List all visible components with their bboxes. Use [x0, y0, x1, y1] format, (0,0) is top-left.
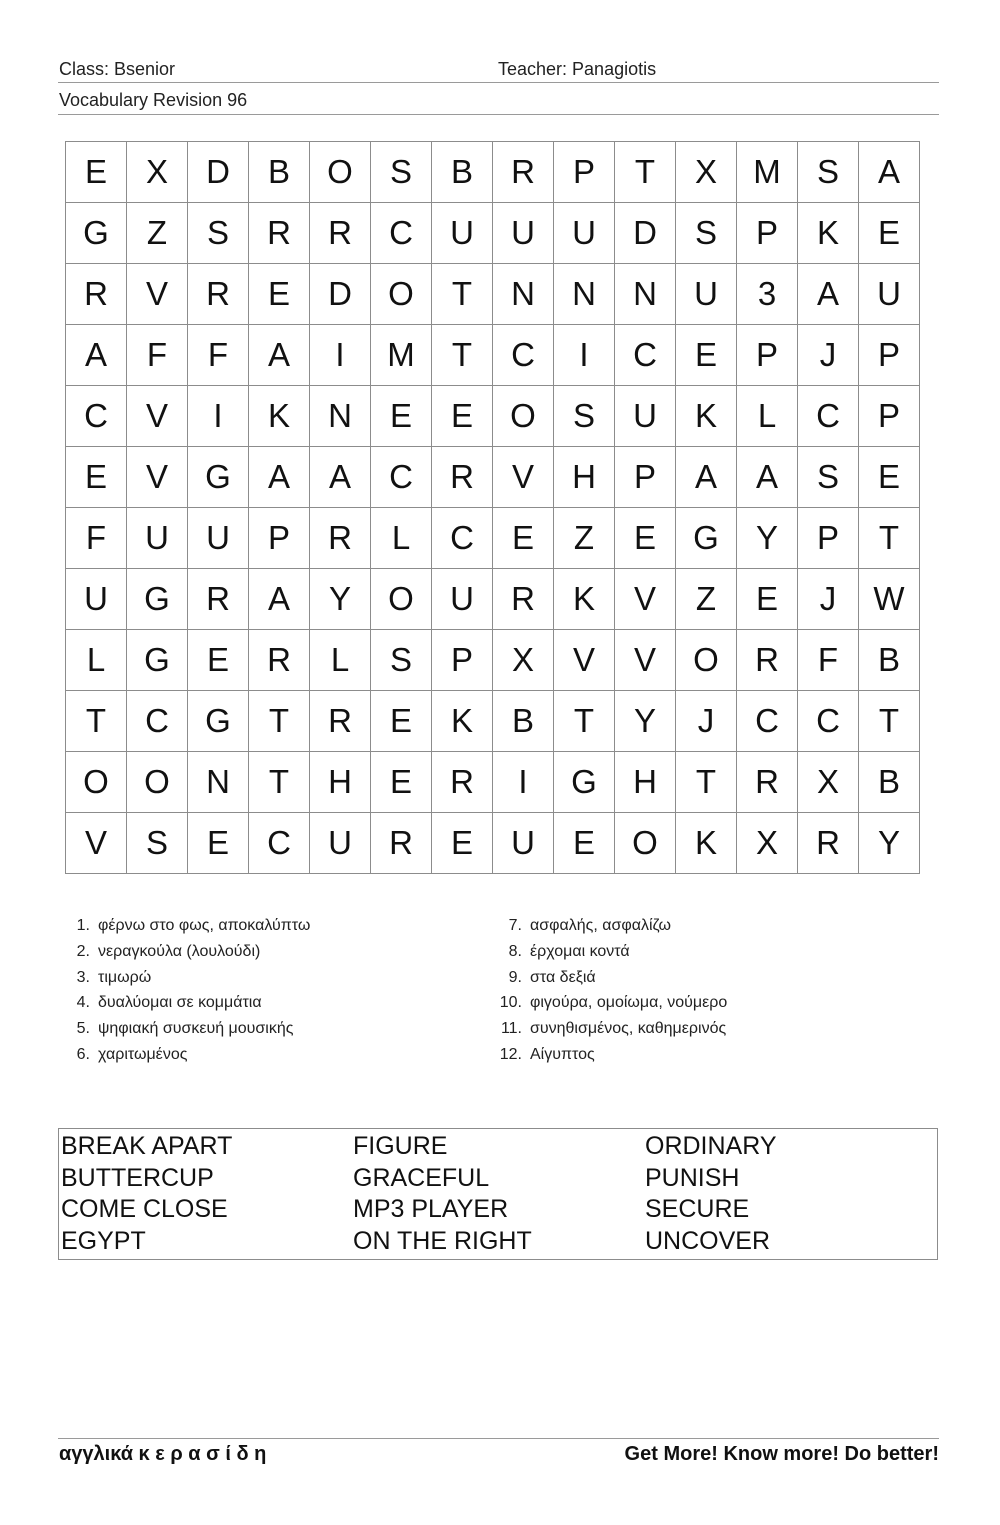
- grid-cell[interactable]: T: [615, 142, 676, 203]
- clue-item: [60, 1016, 310, 1042]
- grid-cell[interactable]: E: [188, 813, 249, 874]
- grid-cell[interactable]: R: [432, 752, 493, 813]
- grid-row: [66, 752, 920, 813]
- grid-cell[interactable]: V: [127, 264, 188, 325]
- grid-cell[interactable]: B: [432, 142, 493, 203]
- grid-cell[interactable]: V: [554, 630, 615, 691]
- grid-cell[interactable]: O: [676, 630, 737, 691]
- grid-cell[interactable]: O: [127, 752, 188, 813]
- grid-cell[interactable]: L: [371, 508, 432, 569]
- grid-row: [66, 142, 920, 203]
- grid-cell[interactable]: U: [432, 203, 493, 264]
- grid-cell[interactable]: O: [371, 569, 432, 630]
- grid-cell[interactable]: B: [249, 142, 310, 203]
- grid-cell[interactable]: V: [66, 813, 127, 874]
- grid-cell[interactable]: E: [66, 447, 127, 508]
- grid-cell[interactable]: U: [554, 203, 615, 264]
- grid-cell[interactable]: Y: [737, 508, 798, 569]
- grid-cell[interactable]: X: [676, 142, 737, 203]
- clue-item: [492, 1016, 727, 1042]
- clue-list-left: [60, 913, 310, 1068]
- grid-row: [66, 264, 920, 325]
- clue-item: [60, 990, 310, 1016]
- grid-cell[interactable]: E: [432, 813, 493, 874]
- grid-cell[interactable]: A: [798, 264, 859, 325]
- grid-cell[interactable]: G: [676, 508, 737, 569]
- grid-cell[interactable]: N: [554, 264, 615, 325]
- clue-item: [60, 965, 310, 991]
- grid-cell[interactable]: E: [615, 508, 676, 569]
- grid-cell[interactable]: S: [127, 813, 188, 874]
- grid-cell[interactable]: O: [615, 813, 676, 874]
- clue-number: 10.: [499, 994, 522, 1012]
- grid-cell[interactable]: E: [371, 386, 432, 447]
- grid-cell[interactable]: R: [188, 264, 249, 325]
- grid-cell[interactable]: B: [859, 630, 920, 691]
- grid-cell[interactable]: F: [798, 630, 859, 691]
- grid-cell[interactable]: H: [615, 752, 676, 813]
- grid-cell[interactable]: A: [249, 447, 310, 508]
- grid-cell[interactable]: C: [737, 691, 798, 752]
- grid-cell[interactable]: P: [737, 325, 798, 386]
- grid-cell[interactable]: S: [371, 630, 432, 691]
- grid-cell[interactable]: L: [737, 386, 798, 447]
- grid-cell[interactable]: I: [554, 325, 615, 386]
- grid-cell[interactable]: C: [615, 325, 676, 386]
- grid-row: [66, 325, 920, 386]
- word-bank: [58, 1128, 938, 1260]
- grid-cell[interactable]: T: [554, 691, 615, 752]
- clue-text: φιγούρα, ομοίωμα, νούμερο: [530, 994, 728, 1012]
- grid-cell[interactable]: E: [859, 447, 920, 508]
- grid-cell[interactable]: C: [127, 691, 188, 752]
- clue-item: [60, 1042, 310, 1068]
- grid-cell[interactable]: A: [737, 447, 798, 508]
- grid-cell[interactable]: G: [127, 569, 188, 630]
- grid-cell[interactable]: D: [615, 203, 676, 264]
- grid-row: [66, 203, 920, 264]
- clue-number: 6.: [76, 1045, 90, 1063]
- header-divider: [58, 82, 939, 83]
- grid-cell[interactable]: P: [798, 508, 859, 569]
- word-bank-column: [353, 1131, 532, 1257]
- grid-cell[interactable]: I: [310, 325, 371, 386]
- grid-cell[interactable]: P: [249, 508, 310, 569]
- word-bank-item: EGYPT: [61, 1226, 146, 1255]
- grid-cell[interactable]: J: [798, 569, 859, 630]
- grid-cell[interactable]: O: [66, 752, 127, 813]
- grid-cell[interactable]: C: [66, 386, 127, 447]
- grid-cell[interactable]: P: [554, 142, 615, 203]
- clue-text: έρχομαι κοντά: [530, 942, 630, 960]
- clue-text: συνηθισμένος, καθημερινός: [530, 1020, 727, 1038]
- grid-cell[interactable]: F: [66, 508, 127, 569]
- word-bank-item: SECURE: [645, 1195, 750, 1223]
- grid-cell[interactable]: V: [493, 447, 554, 508]
- class-label: Class: Bsenior: [59, 59, 176, 79]
- grid-cell[interactable]: Z: [127, 203, 188, 264]
- grid-cell[interactable]: X: [493, 630, 554, 691]
- grid-cell[interactable]: E: [249, 264, 310, 325]
- footer-brand: αγγλικά κ ε ρ α σ ί δ η: [59, 1443, 267, 1465]
- grid-cell[interactable]: U: [493, 203, 554, 264]
- grid-cell[interactable]: J: [676, 691, 737, 752]
- grid-cell[interactable]: G: [188, 447, 249, 508]
- word-bank-item: BREAK APART: [61, 1132, 233, 1160]
- grid-cell[interactable]: X: [127, 142, 188, 203]
- grid-cell[interactable]: P: [859, 386, 920, 447]
- grid-cell[interactable]: C: [371, 203, 432, 264]
- grid-cell[interactable]: S: [188, 203, 249, 264]
- grid-cell[interactable]: T: [859, 691, 920, 752]
- word-bank-item: ON THE RIGHT: [353, 1226, 532, 1255]
- grid-cell[interactable]: K: [554, 569, 615, 630]
- title-divider: [58, 114, 939, 115]
- grid-cell[interactable]: S: [798, 447, 859, 508]
- grid-cell[interactable]: R: [371, 813, 432, 874]
- grid-cell[interactable]: N: [310, 386, 371, 447]
- grid-cell[interactable]: K: [676, 813, 737, 874]
- grid-cell[interactable]: V: [615, 630, 676, 691]
- worksheet-title: Vocabulary Revision 96: [59, 90, 248, 110]
- grid-cell[interactable]: C: [493, 325, 554, 386]
- grid-row: [66, 813, 920, 874]
- word-bank-item: COME CLOSE: [61, 1195, 228, 1223]
- grid-cell[interactable]: R: [249, 203, 310, 264]
- clue-text: στα δεξιά: [530, 968, 596, 986]
- grid-cell[interactable]: U: [66, 569, 127, 630]
- grid-cell[interactable]: E: [676, 325, 737, 386]
- grid-cell[interactable]: H: [310, 752, 371, 813]
- clue-item: [492, 1042, 727, 1068]
- grid-cell[interactable]: D: [188, 142, 249, 203]
- grid-cell[interactable]: W: [859, 569, 920, 630]
- grid-cell[interactable]: M: [737, 142, 798, 203]
- grid-cell[interactable]: T: [249, 691, 310, 752]
- clue-number: 9.: [508, 968, 522, 986]
- grid-cell[interactable]: S: [798, 142, 859, 203]
- clue-item: [60, 939, 310, 965]
- grid-cell[interactable]: U: [310, 813, 371, 874]
- grid-cell[interactable]: A: [66, 325, 127, 386]
- grid-cell[interactable]: P: [432, 630, 493, 691]
- grid-cell[interactable]: T: [432, 325, 493, 386]
- grid-cell[interactable]: G: [127, 630, 188, 691]
- grid-cell[interactable]: U: [493, 813, 554, 874]
- grid-cell[interactable]: O: [371, 264, 432, 325]
- grid-cell[interactable]: Z: [676, 569, 737, 630]
- clue-item: [492, 913, 727, 939]
- word-bank-item: ORDINARY: [645, 1132, 777, 1160]
- grid-cell[interactable]: L: [310, 630, 371, 691]
- clue-number: 5.: [76, 1020, 90, 1038]
- grid-row: [66, 508, 920, 569]
- grid-cell[interactable]: L: [66, 630, 127, 691]
- grid-cell[interactable]: E: [432, 386, 493, 447]
- grid-cell[interactable]: V: [127, 386, 188, 447]
- grid-cell[interactable]: U: [676, 264, 737, 325]
- clue-text: φέρνω στο φως, αποκαλύπτω: [98, 917, 311, 934]
- grid-cell[interactable]: Y: [859, 813, 920, 874]
- clue-number: 8.: [508, 942, 522, 960]
- word-bank-column: [61, 1131, 232, 1257]
- grid-cell[interactable]: D: [310, 264, 371, 325]
- grid-cell[interactable]: R: [493, 142, 554, 203]
- grid-row: [66, 386, 920, 447]
- word-bank-item: FIGURE: [353, 1132, 448, 1160]
- grid-cell[interactable]: R: [310, 508, 371, 569]
- word-bank-item: GRACEFUL: [353, 1163, 490, 1192]
- grid-cell[interactable]: E: [859, 203, 920, 264]
- clue-item: [492, 939, 727, 965]
- footer-slogan: Get More! Know more! Do better!: [624, 1443, 939, 1465]
- grid-cell[interactable]: A: [676, 447, 737, 508]
- clue-number: 4.: [76, 994, 90, 1012]
- word-search-grid: [65, 141, 920, 874]
- grid-cell[interactable]: Y: [615, 691, 676, 752]
- grid-cell[interactable]: S: [676, 203, 737, 264]
- word-bank-item: BUTTERCUP: [61, 1163, 214, 1192]
- grid-cell[interactable]: A: [249, 569, 310, 630]
- grid-cell[interactable]: U: [188, 508, 249, 569]
- grid-cell[interactable]: R: [798, 813, 859, 874]
- clue-number: 11.: [500, 1020, 522, 1038]
- clue-number: 2.: [76, 942, 90, 960]
- grid-cell[interactable]: B: [493, 691, 554, 752]
- grid-cell[interactable]: E: [371, 691, 432, 752]
- grid-row: [66, 630, 920, 691]
- word-bank-column: [645, 1131, 777, 1257]
- grid-cell[interactable]: J: [798, 325, 859, 386]
- grid-cell[interactable]: T: [859, 508, 920, 569]
- grid-cell[interactable]: X: [737, 813, 798, 874]
- clue-item: [60, 913, 310, 939]
- grid-cell[interactable]: P: [859, 325, 920, 386]
- grid-cell[interactable]: U: [615, 386, 676, 447]
- grid-cell[interactable]: K: [798, 203, 859, 264]
- word-bank-item: UNCOVER: [645, 1226, 771, 1255]
- clue-text: Αίγυπτος: [530, 1045, 595, 1063]
- grid-cell[interactable]: R: [310, 691, 371, 752]
- clue-text: ασφαλής, ασφαλίζω: [530, 917, 672, 934]
- grid-cell[interactable]: X: [798, 752, 859, 813]
- grid-cell[interactable]: R: [66, 264, 127, 325]
- grid-cell[interactable]: A: [249, 325, 310, 386]
- clue-item: [492, 990, 727, 1016]
- grid-cell[interactable]: F: [188, 325, 249, 386]
- grid-cell[interactable]: E: [188, 630, 249, 691]
- grid-cell[interactable]: N: [615, 264, 676, 325]
- grid-cell[interactable]: E: [371, 752, 432, 813]
- clue-number: 7.: [508, 917, 522, 934]
- grid-cell[interactable]: K: [249, 386, 310, 447]
- grid-cell[interactable]: U: [127, 508, 188, 569]
- grid-cell[interactable]: R: [737, 752, 798, 813]
- grid-cell[interactable]: H: [554, 447, 615, 508]
- grid-cell[interactable]: V: [127, 447, 188, 508]
- clue-list-right: [492, 913, 727, 1068]
- grid-cell[interactable]: Y: [310, 569, 371, 630]
- grid-cell[interactable]: S: [554, 386, 615, 447]
- grid-cell[interactable]: B: [859, 752, 920, 813]
- clue-item: [492, 965, 727, 991]
- grid-row: [66, 569, 920, 630]
- grid-cell[interactable]: R: [737, 630, 798, 691]
- grid-cell[interactable]: O: [493, 386, 554, 447]
- grid-cell[interactable]: 3: [737, 264, 798, 325]
- grid-cell[interactable]: R: [493, 569, 554, 630]
- teacher-label: Teacher: Panagiotis: [498, 59, 657, 79]
- grid-cell[interactable]: T: [66, 691, 127, 752]
- clue-text: χαριτωμένος: [98, 1045, 188, 1063]
- grid-cell[interactable]: R: [310, 203, 371, 264]
- word-bank-item: PUNISH: [645, 1163, 740, 1192]
- grid-cell[interactable]: O: [310, 142, 371, 203]
- grid-cell[interactable]: E: [554, 813, 615, 874]
- grid-cell[interactable]: T: [432, 264, 493, 325]
- grid-cell[interactable]: K: [676, 386, 737, 447]
- grid-cell[interactable]: N: [188, 752, 249, 813]
- grid-cell[interactable]: T: [249, 752, 310, 813]
- clue-text: ψηφιακή συσκευή μουσικής: [98, 1020, 294, 1038]
- clue-number: 12.: [499, 1045, 522, 1063]
- clue-text: τιμωρώ: [98, 968, 152, 986]
- clue-text: νεραγκούλα (λουλούδι): [98, 942, 261, 960]
- grid-cell[interactable]: R: [188, 569, 249, 630]
- grid-cell[interactable]: A: [310, 447, 371, 508]
- grid-cell[interactable]: I: [493, 752, 554, 813]
- grid-cell[interactable]: F: [127, 325, 188, 386]
- clue-text: δυαλύομαι σε κομμάτια: [98, 994, 262, 1012]
- clue-number: 3.: [76, 968, 90, 986]
- word-bank-item: MP3 PLAYER: [353, 1195, 509, 1223]
- grid-cell[interactable]: E: [66, 142, 127, 203]
- grid-cell[interactable]: R: [432, 447, 493, 508]
- grid-cell[interactable]: I: [188, 386, 249, 447]
- grid-cell[interactable]: E: [493, 508, 554, 569]
- grid-cell[interactable]: Z: [554, 508, 615, 569]
- grid-cell[interactable]: A: [859, 142, 920, 203]
- grid-cell[interactable]: U: [859, 264, 920, 325]
- grid-cell[interactable]: E: [737, 569, 798, 630]
- grid-cell[interactable]: C: [432, 508, 493, 569]
- grid-cell[interactable]: R: [249, 630, 310, 691]
- grid-row: [66, 447, 920, 508]
- grid-cell[interactable]: S: [371, 142, 432, 203]
- grid-cell[interactable]: C: [798, 386, 859, 447]
- grid-cell[interactable]: G: [554, 752, 615, 813]
- grid-row: [66, 691, 920, 752]
- grid-cell[interactable]: G: [66, 203, 127, 264]
- grid-cell[interactable]: M: [371, 325, 432, 386]
- grid-cell[interactable]: C: [798, 691, 859, 752]
- grid-cell[interactable]: V: [615, 569, 676, 630]
- grid-cell[interactable]: C: [371, 447, 432, 508]
- grid-cell[interactable]: P: [737, 203, 798, 264]
- grid-cell[interactable]: C: [249, 813, 310, 874]
- grid-cell[interactable]: K: [432, 691, 493, 752]
- grid-cell[interactable]: T: [676, 752, 737, 813]
- grid-cell[interactable]: N: [493, 264, 554, 325]
- footer-divider: [58, 1438, 939, 1439]
- grid-cell[interactable]: U: [432, 569, 493, 630]
- clue-number: 1.: [76, 917, 90, 934]
- grid-cell[interactable]: P: [615, 447, 676, 508]
- grid-cell[interactable]: G: [188, 691, 249, 752]
